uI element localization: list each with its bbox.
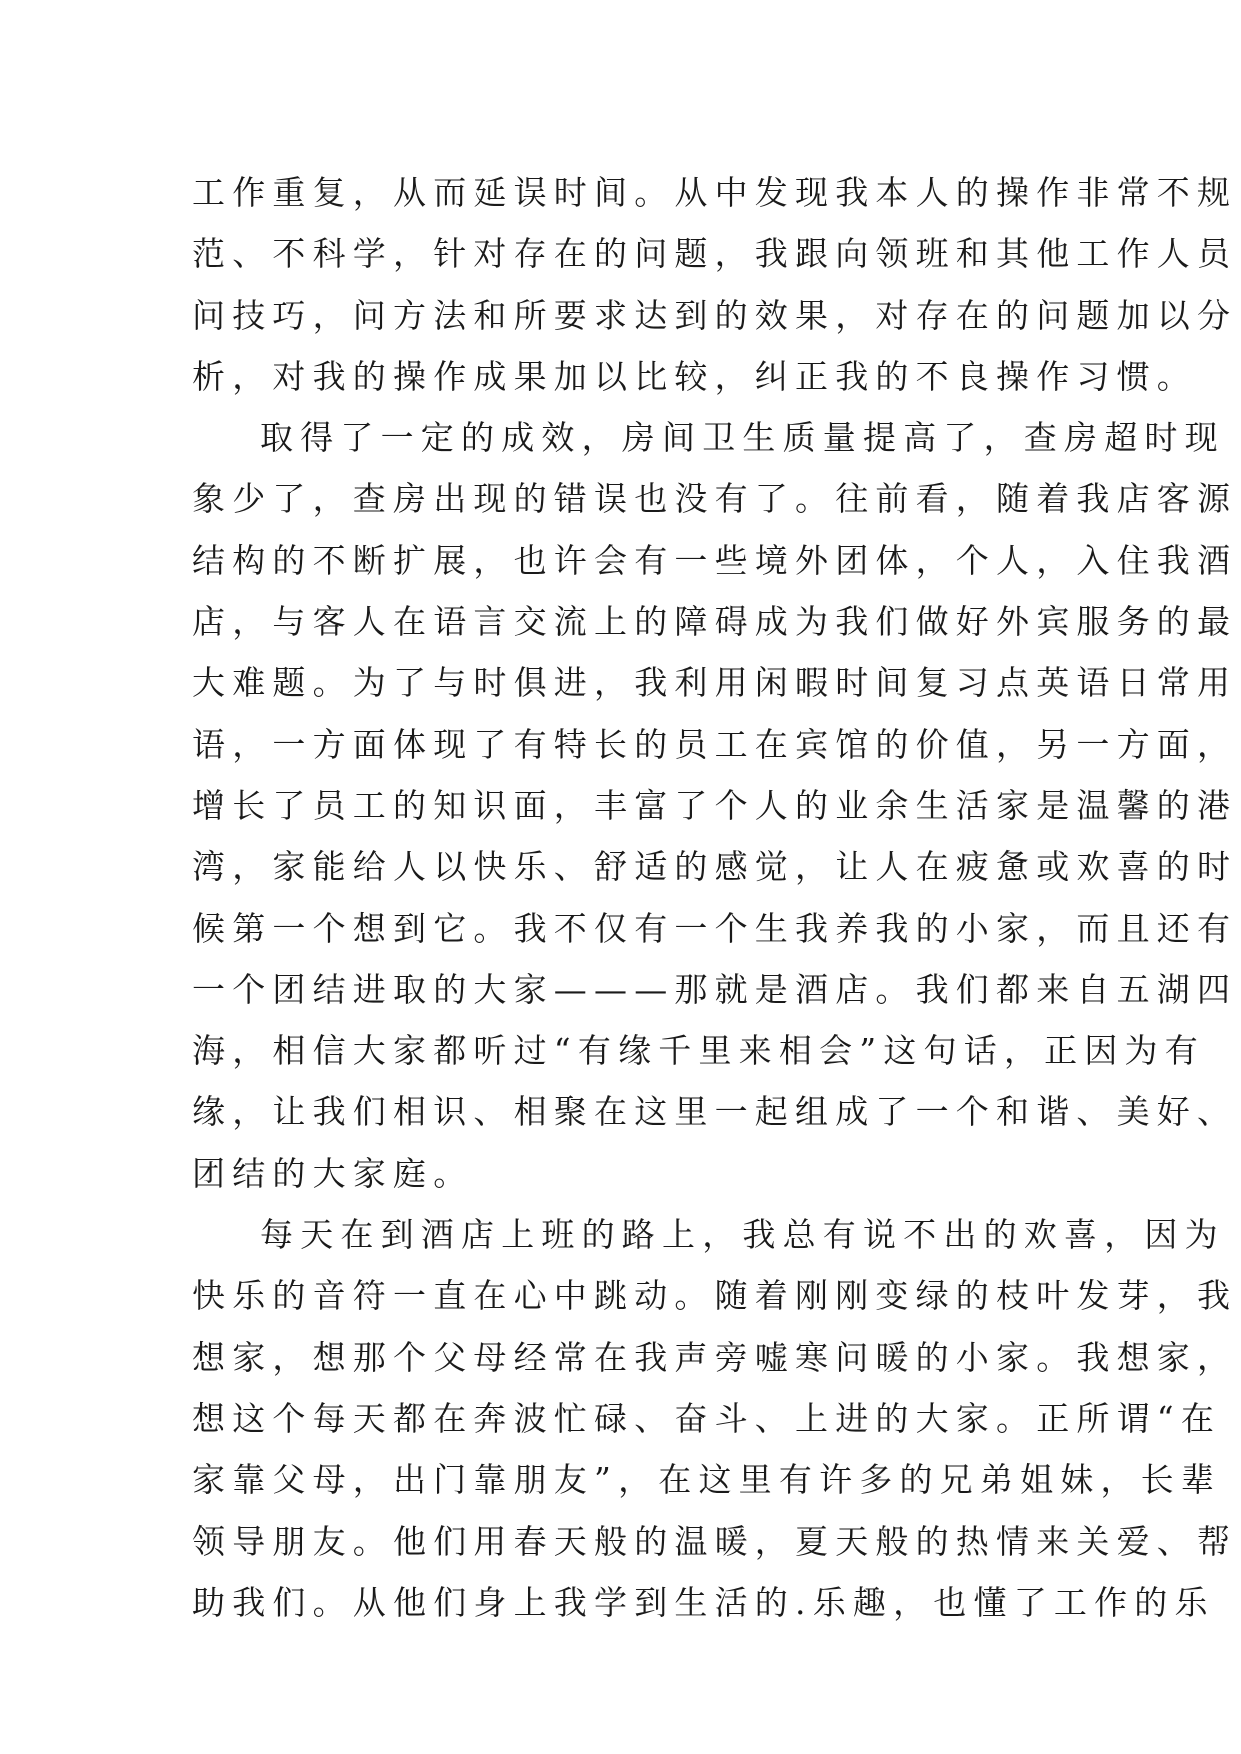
text-line: 湾，家能给人以快乐、舒适的感觉，让人在疲惫或欢喜的时 [192, 847, 1238, 887]
text-line: 大难题。为了与时俱进，我利用闲暇时间复习点英语日常用 [192, 663, 1238, 703]
text-line: 快乐的音符一直在心中跳动。随着刚刚变绿的枝叶发芽，我 [192, 1276, 1238, 1316]
text-line: 店，与客人在语言交流上的障碍成为我们做好外宾服务的最 [192, 602, 1238, 642]
text-line: 问技巧，问方法和所要求达到的效果，对存在的问题加以分 [192, 295, 1238, 335]
text-line: 家靠父母，出门靠朋友”，在这里有许多的兄弟姐妹，长辈 [192, 1460, 1222, 1500]
text-line: 缘，让我们相识、相聚在这里一起组成了一个和谐、美好、 [192, 1092, 1238, 1132]
text-line: 助我们。从他们身上我学到生活的.乐趣，也懂了工作的乐 [192, 1582, 1215, 1622]
paragraph-first-line: 取得了一定的成效，房间卫生质量提高了，查房超时现 [260, 418, 1225, 458]
body-text [192, 162, 1238, 1633]
text-line: 一个团结进取的大家———那就是酒店。我们都来自五湖四 [192, 969, 1238, 1009]
text-line: 析，对我的操作成果加以比较，纠正我的不良操作习惯。 [192, 356, 1197, 396]
text-line: 领导朋友。他们用春天般的温暖，夏天般的热情来关爱、帮 [192, 1521, 1238, 1561]
text-line: 海，相信大家都听过“有缘千里来相会”这句话，正因为有 [192, 1031, 1205, 1071]
text-line: 象少了，查房出现的错误也没有了。往前看，随着我店客源 [192, 479, 1238, 519]
text-line: 结构的不断扩展，也许会有一些境外团体，个人，入住我酒 [192, 540, 1238, 580]
text-line: 工作重复，从而延误时间。从中发现我本人的操作非常不规 [192, 173, 1238, 212]
paragraph-first-line: 每天在到酒店上班的路上，我总有说不出的欢喜，因为 [260, 1215, 1225, 1255]
text-line: 候第一个想到它。我不仅有一个生我养我的小家，而且还有 [192, 908, 1238, 948]
text-line: 团结的大家庭。 [192, 1153, 474, 1193]
text-line: 增长了员工的知识面，丰富了个人的业余生活家是温馨的港 [192, 785, 1238, 825]
text-line: 语，一方面体现了有特长的员工在宾馆的价值，另一方面， [192, 724, 1238, 764]
text-line: 范、不科学，针对存在的问题，我跟向领班和其他工作人员 [192, 234, 1238, 274]
text-line: 想这个每天都在奔波忙碌、奋斗、上进的大家。正所谓“在 [192, 1398, 1222, 1438]
text-line: 想家，想那个父母经常在我声旁嘘寒问暖的小家。我想家， [192, 1337, 1238, 1377]
